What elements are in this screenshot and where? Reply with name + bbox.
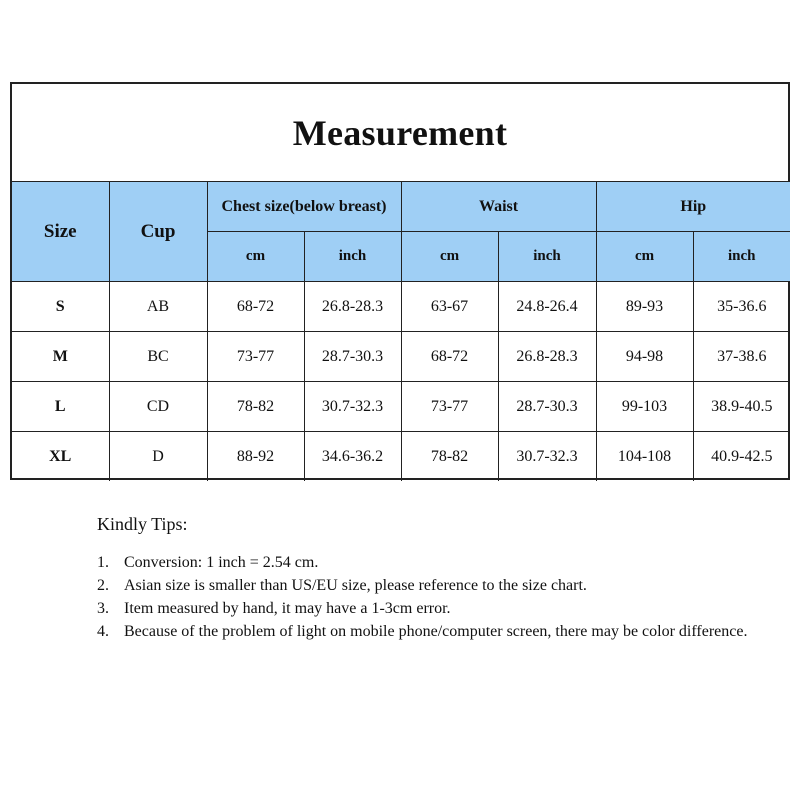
tip-text: Because of the problem of light on mobile phone/computer screen, there may be color difference. — [124, 623, 748, 640]
cell-size: S — [12, 282, 109, 332]
header-chest-cm: cm — [207, 232, 304, 282]
header-waist: Waist — [401, 182, 596, 232]
cell-waist-inch: 30.7-32.3 — [498, 432, 596, 482]
header-hip: Hip — [596, 182, 790, 232]
cell-chest-inch: 26.8-28.3 — [304, 282, 401, 332]
cell-size: XL — [12, 432, 109, 482]
table-row — [12, 332, 790, 382]
tip-number: 4. — [97, 623, 109, 640]
cell-waist-cm: 63-67 — [401, 282, 498, 332]
cell-chest-cm: 73-77 — [207, 332, 304, 382]
list-item — [97, 574, 757, 597]
cell-cup: D — [109, 432, 207, 482]
header-size: Size — [12, 182, 109, 282]
table-row — [12, 282, 790, 332]
cell-hip-inch: 35-36.6 — [693, 282, 790, 332]
cell-hip-inch: 40.9-42.5 — [693, 432, 790, 482]
cell-size: L — [12, 382, 109, 432]
tip-text: Conversion: 1 inch = 2.54 cm. — [124, 554, 319, 571]
size-table — [12, 182, 790, 481]
header-chest: Chest size(below breast) — [207, 182, 401, 232]
header-hip-cm: cm — [596, 232, 693, 282]
header-chest-inch: inch — [304, 232, 401, 282]
list-item — [97, 620, 757, 643]
cell-hip-inch: 38.9-40.5 — [693, 382, 790, 432]
header-waist-inch: inch — [498, 232, 596, 282]
cell-chest-cm: 78-82 — [207, 382, 304, 432]
cell-hip-cm: 89-93 — [596, 282, 693, 332]
tip-number: 1. — [97, 554, 109, 571]
tips-list — [97, 551, 757, 643]
tip-number: 2. — [97, 577, 109, 594]
cell-waist-inch: 28.7-30.3 — [498, 382, 596, 432]
cell-waist-cm: 73-77 — [401, 382, 498, 432]
cell-chest-cm: 88-92 — [207, 432, 304, 482]
cell-waist-cm: 68-72 — [401, 332, 498, 382]
kindly-tips — [97, 514, 757, 643]
tip-number: 3. — [97, 600, 109, 617]
cell-chest-inch: 28.7-30.3 — [304, 332, 401, 382]
cell-waist-inch: 24.8-26.4 — [498, 282, 596, 332]
header-waist-cm: cm — [401, 232, 498, 282]
cell-cup: BC — [109, 332, 207, 382]
cell-hip-cm: 104-108 — [596, 432, 693, 482]
list-item — [97, 551, 757, 574]
tip-text: Asian size is smaller than US/EU size, please reference to the size chart. — [124, 577, 587, 594]
chart-title: Measurement — [12, 84, 788, 182]
cell-cup: CD — [109, 382, 207, 432]
cell-size: M — [12, 332, 109, 382]
tip-text: Item measured by hand, it may have a 1-3cm error. — [124, 600, 451, 617]
cell-hip-cm: 94-98 — [596, 332, 693, 382]
measurement-chart — [10, 82, 790, 480]
table-row — [12, 432, 790, 482]
table-row — [12, 382, 790, 432]
list-item — [97, 597, 757, 620]
cell-hip-inch: 37-38.6 — [693, 332, 790, 382]
cell-hip-cm: 99-103 — [596, 382, 693, 432]
cell-cup: AB — [109, 282, 207, 332]
header-row-groups — [12, 182, 790, 232]
cell-chest-inch: 30.7-32.3 — [304, 382, 401, 432]
cell-waist-cm: 78-82 — [401, 432, 498, 482]
cell-chest-cm: 68-72 — [207, 282, 304, 332]
cell-waist-inch: 26.8-28.3 — [498, 332, 596, 382]
tips-title: Kindly Tips: — [97, 514, 188, 534]
header-cup: Cup — [109, 182, 207, 282]
cell-chest-inch: 34.6-36.2 — [304, 432, 401, 482]
header-hip-inch: inch — [693, 232, 790, 282]
